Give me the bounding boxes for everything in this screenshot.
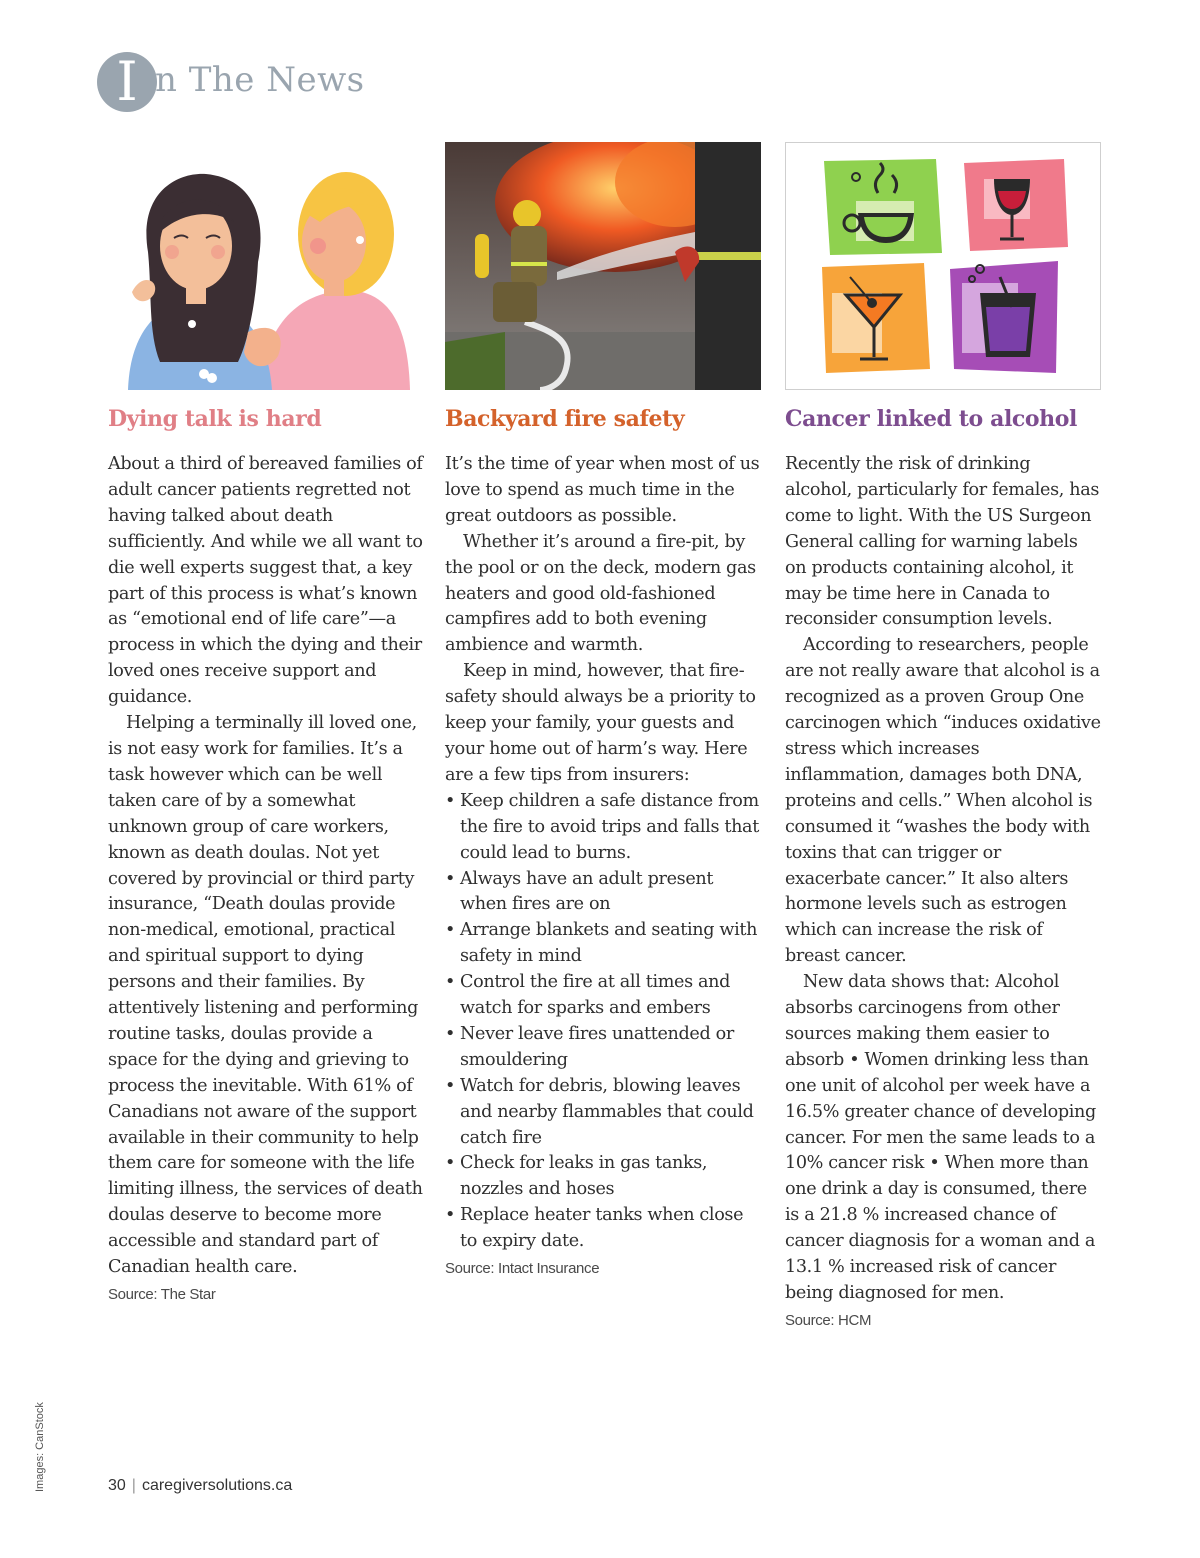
- article-body: [445, 452, 761, 1282]
- article-paragraph: Helping a terminally ill loved one, is not easy work for families. It’s a task however which can be well taken care of by a somewhat unknown group of care workers, known as death doulas. Not yet covered by provincial or third party insurance, “Death doulas provide non-medical, emotional, practical and spiritual support to dying persons and their families. By attentively listening and performing routine tasks, doulas provide a space for the dying and grieving to process the inevitable. With 61% of Canadians not aware of the support available in their community to help them care for someone with the life limiting illness, the services of death doulas deserve to become more accessible and standard part of Canadian health care.: [108, 713, 423, 1278]
- footer-separator: |: [131, 1477, 136, 1494]
- list-item: • Control the fire at all times and watch for sparks and embers: [445, 972, 731, 1019]
- article-paragraph: New data shows that: Alcohol absorbs carcinogens from other sources making them easier to absorb • Women drinking less than one unit of alcohol per week have a 16.5% greater chance of developing cancer. For men the same leads to a 10% cancer risk • When more than one drink a day is consumed, there is a 21.8 % increased chance of cancer diagnosis for a woman and a 13.1 % increased risk of cancer being diagnosed for men.: [785, 972, 1096, 1303]
- article-body: [108, 452, 424, 1308]
- article-source: Source: HCM: [785, 1311, 872, 1329]
- list-item: • Always have an adult present when fires are on: [445, 868, 714, 915]
- list-item: • Arrange blankets and seating with safety in mind: [445, 920, 758, 967]
- article-headline: Cancer linked to alcohol: [785, 406, 1077, 432]
- list-item: • Never leave fires unattended or smouldering: [445, 1023, 734, 1070]
- tips-list: [445, 789, 761, 1255]
- page-number: 30: [108, 1477, 126, 1494]
- article-paragraph: Whether it’s around a fire-pit, by the pool or on the deck, modern gas heaters and good old-fashioned campfires add to both evening ambience and warmth.: [445, 531, 756, 656]
- article-paragraph: Recently the risk of drinking alcohol, particularly for females, has come to light. With the US Surgeon General calling for warning labels on products containing alcohol, it may be time here in Canada to reconsider consumption levels.: [785, 454, 1100, 630]
- site-url: caregiversolutions.ca: [141, 1477, 293, 1494]
- list-item: • Keep children a safe distance from the fire to avoid trips and falls that could lead to burns.: [445, 790, 759, 863]
- article-headline: Backyard fire safety: [445, 406, 685, 432]
- article-cancer-alcohol: [785, 142, 1101, 1334]
- header-initial: I: [116, 50, 138, 113]
- article-image-women-illustration: [108, 142, 424, 390]
- article-image-drinks-illustration: [785, 142, 1101, 390]
- article-body: [785, 452, 1101, 1334]
- article-backyard-fire: [445, 142, 761, 1282]
- article-paragraph: It’s the time of year when most of us love to spend as much time in the great outdoors as possible.: [445, 454, 760, 526]
- list-item: • Check for leaks in gas tanks, nozzles and hoses: [445, 1153, 708, 1200]
- page-footer: [108, 1477, 292, 1495]
- article-dying-talk: [108, 142, 424, 1308]
- list-item: • Watch for debris, blowing leaves and nearby flammables that could catch fire: [445, 1075, 754, 1148]
- article-paragraph: About a third of bereaved families of adult cancer patients regretted not having talked about death sufficiently. And while we all want to die well experts suggest that, a key part of this process is what’s known as “emotional end of life care”—a process in which the dying and their loved ones receive support and guidance.: [108, 454, 423, 708]
- image-credit: Images: CanStock: [34, 1402, 46, 1492]
- article-paragraph: Keep in mind, however, that fire-safety should always be a priority to keep your family, your guests and your home out of harm’s way. Here are a few tips from insurers:: [445, 661, 756, 785]
- article-headline: Dying talk is hard: [108, 406, 322, 432]
- article-paragraph: According to researchers, people are not really aware that alcohol is a recognized as a proven Group One carcinogen which “induces oxidative stress which increases inflammation, damages both DNA, proteins and cells.” When alcohol is consumed it “washes the body with toxins that can trigger or exacerbate cancer.” It also alters hormone levels such as estrogen which can increase the risk of breast cancer.: [785, 635, 1101, 967]
- header-title: n The News: [155, 60, 365, 100]
- article-source: Source: The Star: [108, 1286, 216, 1303]
- list-item: • Replace heater tanks when close to expiry date.: [445, 1205, 744, 1252]
- article-image-firefighter-photo: [445, 142, 761, 390]
- article-source: Source: Intact Insurance: [445, 1260, 600, 1278]
